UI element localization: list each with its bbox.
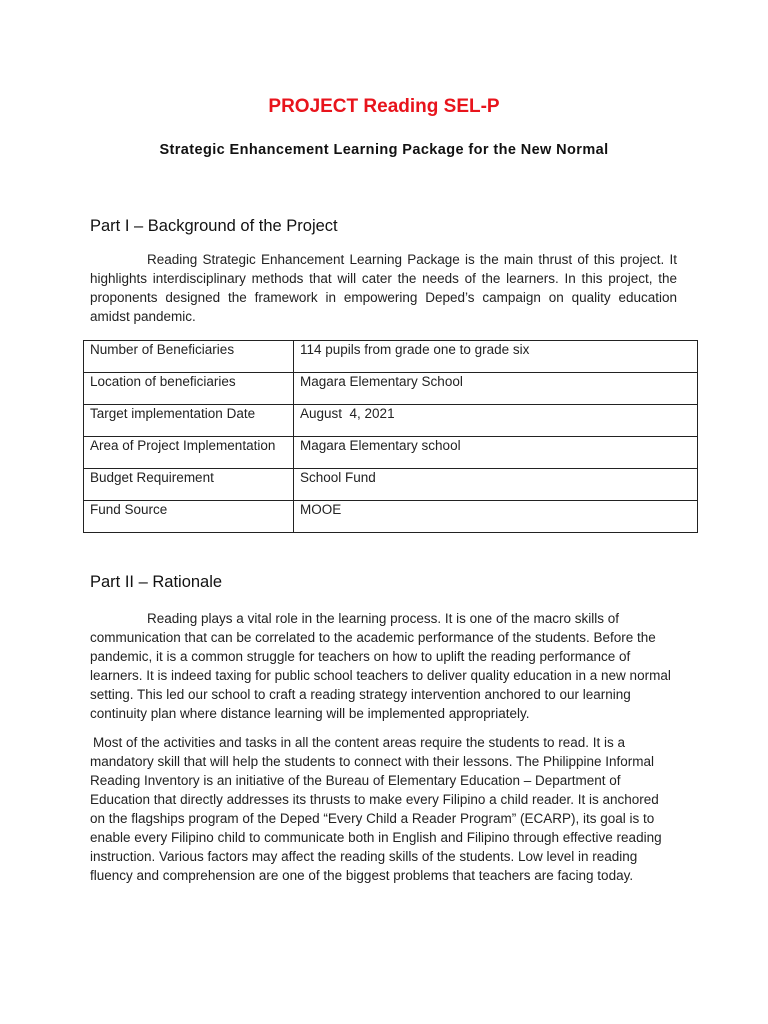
part2-paragraph-1: Reading plays a vital role in the learning process. It is one of the macro skills of communication that can be correlated to the academic performance of the students. Before the pandemic, it is a common struggle for teachers on how to uplift the reading performance of learners. It is indeed taxing for public school teachers to deliver quality education in a new normal setting. This led our school to craft a reading strategy intervention anchored to our learning continuity plan where distance learning will be implemented appropriately. [90, 611, 671, 721]
table-row [84, 373, 698, 405]
table-cell-value: Magara Elementary School [294, 373, 698, 405]
table-cell-value: Magara Elementary school [294, 437, 698, 469]
table-cell-label: Area of Project Implementation [84, 437, 294, 469]
table-cell-value: 114 pupils from grade one to grade six [294, 341, 698, 373]
table-cell-label: Location of beneficiaries [84, 373, 294, 405]
table-cell-value: School Fund [294, 469, 698, 501]
part2-heading: Part II – Rationale [90, 573, 223, 591]
table-cell-value: August 4, 2021 [294, 405, 698, 437]
table-row [84, 501, 698, 533]
table-cell-label: Budget Requirement [84, 469, 294, 501]
table-cell-label: Target implementation Date [84, 405, 294, 437]
table-cell-value: MOOE [294, 501, 698, 533]
document-title: PROJECT Reading SEL-P [268, 96, 500, 117]
table-row [84, 341, 698, 373]
part2-paragraph-2: Most of the activities and tasks in all the content areas require the students to read. It is a mandatory skill that will help the students to connect with their lessons. The Philippine Informal Reading Inventory is an initiative of the Bureau of Elementary Education – Department of Education that directly addresses its thrusts to make every Filipino a child reader. It is anchored on the flagships program of the Deped “Every Child a Reader Program” (ECARP), its goal is to enable every Filipino child to communicate both in English and Filipino through effective reading instruction. Various factors may affect the reading skills of the students. Low level in reading fluency and comprehension are one of the biggest problems that teachers are facing today. [90, 735, 662, 883]
table-row [84, 405, 698, 437]
document-subtitle: Strategic Enhancement Learning Package for the New Normal [159, 142, 609, 158]
table-row [84, 437, 698, 469]
project-info-table [83, 340, 698, 533]
part1-paragraph: Reading Strategic Enhancement Learning Package is the main thrust of this project. It highlights interdisciplinary methods that will cater the needs of the learners. In this project, the proponents designed the framework in empowering Deped’s campaign on quality education amidst pandemic. [90, 252, 677, 324]
table-row [84, 469, 698, 501]
table-cell-label: Fund Source [84, 501, 294, 533]
part1-heading: Part I – Background of the Project [90, 217, 338, 235]
table-cell-label: Number of Beneficiaries [84, 341, 294, 373]
